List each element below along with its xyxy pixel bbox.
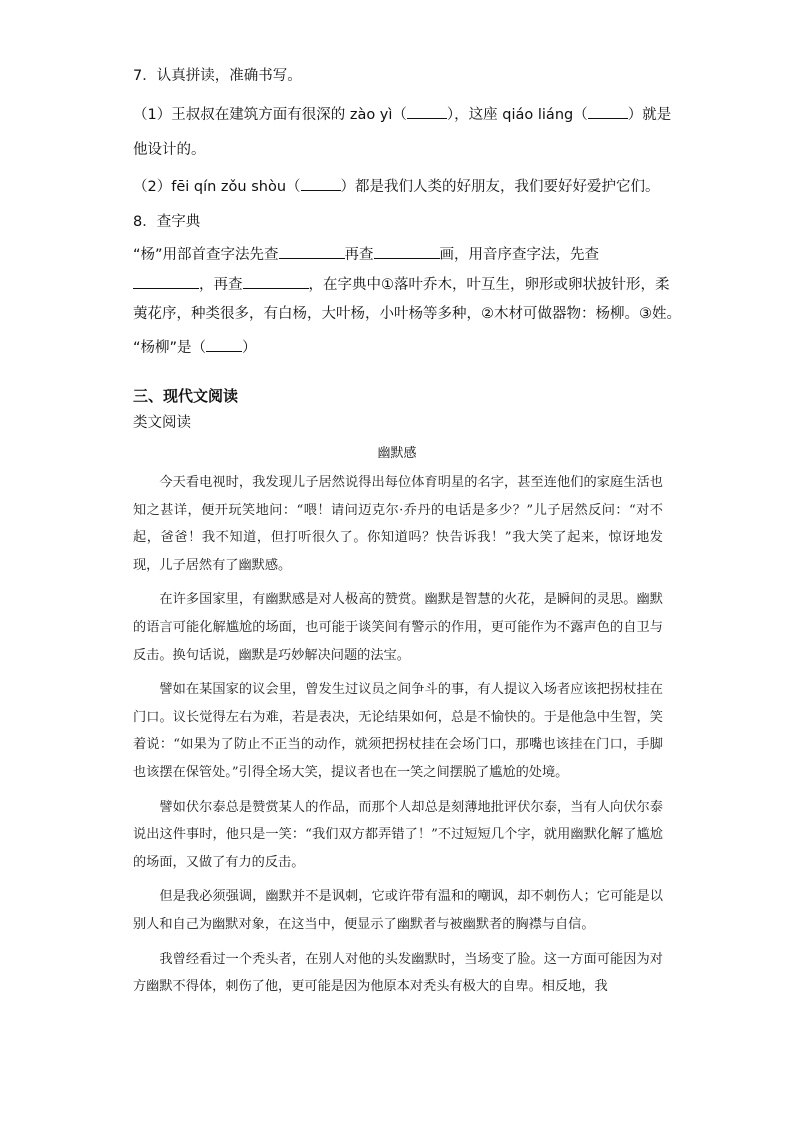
article-body xyxy=(133,469,663,1008)
q7-line-3 xyxy=(133,176,660,197)
section-subheading: 类文阅读 xyxy=(133,415,191,431)
answer-blank-feiqinzoushou[interactable] xyxy=(301,176,341,191)
answer-blank-bihua[interactable] xyxy=(374,244,440,259)
q8-line-2-a: ，再查 xyxy=(199,277,243,293)
q7-line-3-a: （2）fēi qín zǒu shòu（ xyxy=(133,179,301,195)
article-paragraph: 今天看电视时，我发现儿子居然说得出每位体育明星的名字，甚至连他们的家庭生活也知之甚详，便开玩笑地问：“喂！请问迈克尔·乔丹的电话是多少？”儿子居然反问：“对不起，爸爸！我不知道，但打听很久了。你知道吗？快告诉我！”我大笑了起来，惊讶地发现，儿子居然有了幽默感。 xyxy=(133,475,663,573)
q7-line-2: 他设计的。 xyxy=(133,142,206,158)
article-title: 幽默感 xyxy=(377,446,417,461)
q8-line-2 xyxy=(133,274,670,295)
q8-line-1 xyxy=(133,244,599,265)
q8-line-4-b: ） xyxy=(242,340,257,356)
section-heading: 三、现代文阅读 xyxy=(133,387,239,405)
answer-blank-qiaoliang[interactable] xyxy=(588,104,628,119)
q8-line-3: 荑花序，种类很多，有白杨，大叶杨，小叶杨等多种，②木材可做器物：杨柳。③姓。 xyxy=(133,306,681,322)
q7-line-1 xyxy=(133,104,671,125)
q7-line-1-b: ），这座 qiáo liáng（ xyxy=(446,107,588,123)
q8-title: 8．查字典 xyxy=(133,214,201,230)
answer-blank-bushou[interactable] xyxy=(279,244,345,259)
q7-line-1-a: （1）王叔叔在建筑方面有很深的 zào yì（ xyxy=(133,107,407,123)
article-paragraph: 我曾经看过一个秃头者，在别人对他的头发幽默时，当场变了脸。这一方面可能因为对方幽默不得体，刺伤了他，更可能是因为他原本对秃头有极大的自卑。相反地，我 xyxy=(133,951,663,995)
article-paragraph: 但是我必须强调，幽默并不是讽刺，它或许带有温和的嘲讽，却不刺伤人；它可能是以别人和自己为幽默对象，在这当中，便显示了幽默者与被幽默者的胸襟与自信。 xyxy=(133,889,663,932)
q8-line-1-c: 画，用音序查字法，先查 xyxy=(439,247,600,263)
answer-blank-zaoyi[interactable] xyxy=(407,104,447,119)
q8-line-4 xyxy=(133,337,257,358)
q7-line-1-c: ）就是 xyxy=(627,107,672,123)
q8-line-1-a: “杨”用部首查字法先查 xyxy=(133,247,279,263)
answer-blank-yinjie[interactable] xyxy=(243,274,309,289)
q8-line-4-a: “杨柳”是（ xyxy=(133,340,207,356)
q8-line-2-b: ，在字典中①落叶乔木，叶互生，卵形或卵状披针形，柔 xyxy=(308,277,670,293)
q7-title: 7．认真拼读，准确书写。 xyxy=(133,68,302,84)
answer-blank-yinxu[interactable] xyxy=(133,274,199,289)
article-paragraph: 譬如在某国家的议会里，曾发生过议员之间争斗的事，有人提议入场者应该把拐杖挂在门口。议长觉得左右为难，若是表决，无论结果如何，总是不愉快的。于是他急中生智，笑着说：“如果为了防止不正当的动作，就须把拐杖挂在会场门口，那嘴也该挂在门口，手脚也该摆在保管处。”引得全场大笑，提议者也在一笑之间摆脱了尴尬的处境。 xyxy=(133,682,663,780)
q8-line-1-b: 再查 xyxy=(344,247,374,263)
article-paragraph: 在许多国家里，有幽默感是对人极高的赞赏。幽默是智慧的火花，是瞬间的灵思。幽默的语言可能化解尴尬的场面，也可能于谈笑间有警示的作用，更可能作为不露声色的自卫与反击。换句话说，幽默是巧妙解决问题的法宝。 xyxy=(133,592,663,663)
answer-blank-yangliu[interactable] xyxy=(206,337,242,352)
article-paragraph: 譬如伏尔泰总是赞赏某人的作品，而那个人却总是刻薄地批评伏尔泰，当有人向伏尔泰说出这件事时，他只是一笑：“我们双方都弄错了！”不过短短几个字，就用幽默化解了尴尬的场面，又做了有力的反击。 xyxy=(133,799,663,870)
q7-line-3-b: ）都是我们人类的好朋友，我们要好好爱护它们。 xyxy=(340,179,660,195)
